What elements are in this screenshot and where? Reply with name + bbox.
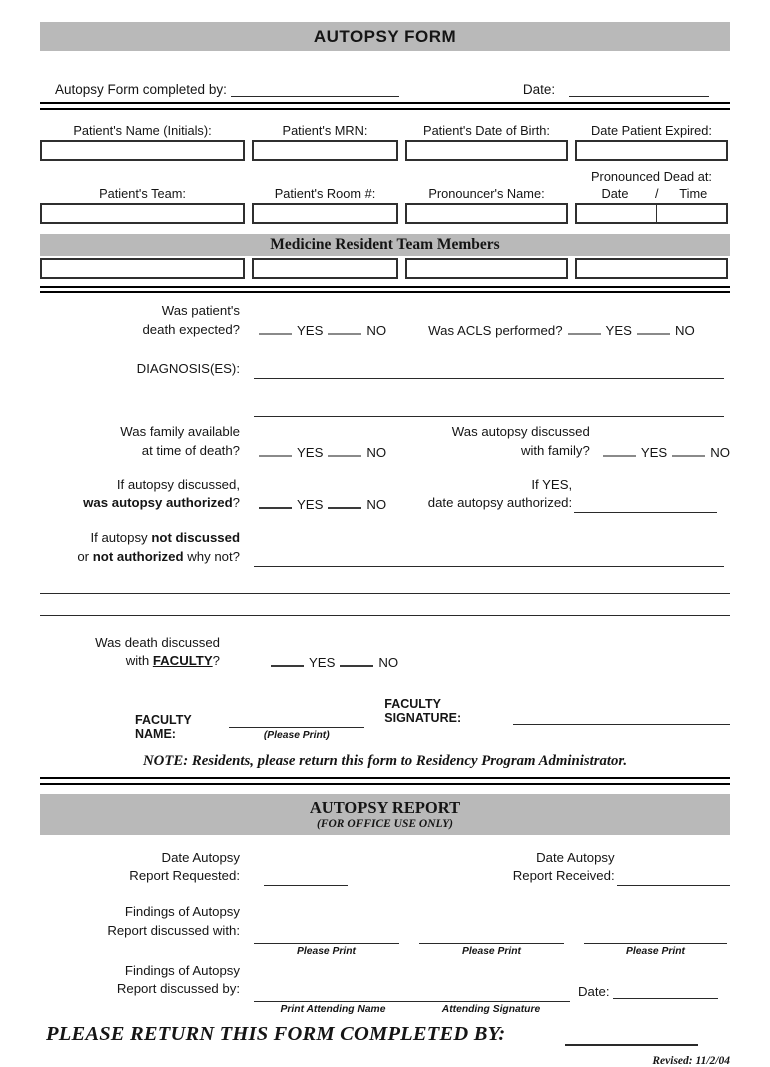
report-title: AUTOPSY REPORT	[309, 797, 461, 817]
no-label: NO	[378, 655, 399, 671]
please-print-caption: (Please Print)	[263, 730, 330, 742]
pronouncer-name-box[interactable]	[405, 203, 568, 224]
family-yes-blank[interactable]	[259, 444, 292, 457]
yes-label: YES	[605, 323, 632, 339]
pronouncer-name-label: Pronouncer's Name:	[428, 185, 545, 201]
findings-by-line2: Report discussed by:	[116, 981, 240, 997]
not-discussed-text: If autopsy	[90, 530, 152, 546]
question-mark: ?	[212, 653, 220, 669]
family-available-line2: at time of death?	[141, 442, 240, 458]
divider-rule	[40, 777, 730, 785]
faculty-signature-field[interactable]	[513, 710, 730, 725]
faculty-name-label: FACULTY NAME:	[135, 713, 192, 742]
not-discussed-bold: not discussed	[151, 530, 240, 546]
discussed-yes-blank[interactable]	[603, 444, 636, 457]
report-received-line2: Report Received:	[512, 868, 615, 884]
yes-label: YES	[297, 497, 324, 513]
faculty-signature-label: FACULTY SIGNATURE:	[384, 697, 462, 726]
death-expected-no-blank[interactable]	[328, 322, 361, 335]
faculty-discussed-line1: Was death discussed	[95, 634, 220, 650]
faculty-name-field[interactable]	[229, 713, 364, 728]
death-expected-yes-blank[interactable]	[259, 322, 292, 335]
yes-label: YES	[297, 323, 324, 339]
authorized-no-blank[interactable]	[328, 496, 361, 509]
autopsy-authorized-line2: was autopsy authorized	[83, 495, 233, 511]
discussed-by-field[interactable]	[254, 987, 570, 1002]
acls-label: Was ACLS performed?	[428, 323, 563, 339]
continuation-line-2[interactable]	[40, 615, 730, 616]
completed-by-label: Autopsy Form completed by:	[55, 82, 227, 97]
patient-expired-label: Date Patient Expired:	[591, 122, 712, 138]
diagnosis-line-2[interactable]	[254, 402, 724, 417]
pronounced-slash: /	[654, 185, 659, 201]
discussed-no-blank[interactable]	[672, 444, 705, 457]
form-title-band	[40, 22, 730, 51]
discussed-with-field-2[interactable]	[419, 929, 564, 944]
patient-team-label: Patient's Team:	[99, 185, 186, 201]
please-print-caption-2: Please Print	[462, 945, 521, 957]
findings-date-field[interactable]	[613, 984, 718, 999]
if-yes-line2: date autopsy authorized:	[427, 495, 573, 511]
yes-label: YES	[309, 655, 336, 671]
autopsy-report-band	[40, 794, 730, 835]
findings-date-label: Date:	[578, 983, 610, 999]
findings-with-line2: Report discussed with:	[107, 922, 240, 938]
no-label: NO	[366, 497, 387, 513]
no-label: NO	[366, 444, 387, 460]
if-yes-line1: If YES,	[531, 476, 573, 492]
revised-date: Revised: 11/2/04	[652, 1054, 730, 1067]
patient-expired-box[interactable]	[575, 140, 728, 161]
acls-no-blank[interactable]	[637, 322, 670, 335]
pronounced-date-cell[interactable]	[577, 205, 657, 222]
report-requested-field[interactable]	[264, 871, 348, 886]
form-title: AUTOPSY FORM	[313, 27, 457, 46]
print-attending-caption: Print Attending Name	[280, 1003, 386, 1015]
discussed-with-field-1[interactable]	[254, 929, 399, 944]
patient-mrn-box[interactable]	[252, 140, 398, 161]
yes-label: YES	[297, 444, 324, 460]
not-authorized-text: or	[77, 548, 93, 564]
acls-yes-blank[interactable]	[568, 322, 601, 335]
no-label: NO	[674, 323, 695, 339]
autopsy-authorized-line1: If autopsy discussed,	[116, 476, 240, 492]
findings-by-line1: Findings of Autopsy	[124, 962, 240, 978]
pronounced-datetime-box[interactable]	[575, 203, 728, 224]
death-expected-line2: death expected?	[142, 321, 240, 337]
question-mark: ?	[232, 495, 240, 511]
pronounced-time-label: Time	[679, 185, 708, 201]
patient-name-box[interactable]	[40, 140, 245, 161]
diagnosis-line-1[interactable]	[254, 364, 724, 379]
faculty-yes-blank[interactable]	[271, 654, 304, 667]
not-authorized-bold: not authorized	[92, 548, 184, 564]
completed-by-field[interactable]	[231, 82, 399, 97]
faculty-bold: FACULTY	[152, 653, 213, 669]
continuation-line-1[interactable]	[40, 593, 730, 594]
team-members-band	[40, 234, 730, 256]
pronounced-time-cell[interactable]	[657, 205, 726, 222]
divider-rule	[40, 102, 730, 110]
patient-dob-box[interactable]	[405, 140, 568, 161]
date-field[interactable]	[569, 82, 709, 97]
attending-signature-caption: Attending Signature	[441, 1003, 541, 1015]
team-member-box-3[interactable]	[405, 258, 568, 279]
date-label: Date:	[522, 82, 556, 97]
patient-name-label: Patient's Name (Initials):	[73, 122, 212, 138]
report-received-field[interactable]	[617, 871, 730, 886]
family-no-blank[interactable]	[328, 444, 361, 457]
findings-with-line1: Findings of Autopsy	[124, 904, 240, 920]
patient-room-box[interactable]	[252, 203, 398, 224]
pronounced-dead-label: Pronounced Dead at:	[591, 168, 712, 184]
authorized-yes-blank[interactable]	[259, 496, 292, 509]
date-authorized-field[interactable]	[574, 498, 717, 513]
report-requested-line1: Date Autopsy	[161, 849, 240, 865]
faculty-no-blank[interactable]	[340, 654, 373, 667]
team-member-box-1[interactable]	[40, 258, 245, 279]
patient-team-box[interactable]	[40, 203, 245, 224]
patient-dob-label: Patient's Date of Birth:	[423, 122, 550, 138]
no-label: NO	[366, 323, 387, 339]
no-label: NO	[710, 444, 730, 460]
report-requested-line2: Report Requested:	[129, 868, 240, 884]
autopsy-discussed-line2: with family?	[520, 442, 590, 458]
pronounced-date-label: Date	[601, 185, 629, 201]
report-received-line1: Date Autopsy	[536, 849, 615, 865]
family-available-line1: Was family available	[120, 424, 240, 440]
return-by-text: PLEASE RETURN THIS FORM COMPLETED BY:	[46, 1022, 506, 1045]
report-subtitle: (FOR OFFICE USE ONLY)	[317, 817, 453, 830]
team-member-box-4[interactable]	[575, 258, 728, 279]
why-not-line[interactable]	[254, 552, 724, 567]
return-by-date-field[interactable]	[565, 1031, 698, 1046]
patient-room-label: Patient's Room #:	[274, 185, 376, 201]
team-members-title: Medicine Resident Team Members	[270, 235, 500, 253]
residents-note: NOTE: Residents, please return this form to Residency Program Administrator.	[142, 753, 628, 770]
please-print-caption-3: Please Print	[626, 945, 685, 957]
please-print-caption-1: Please Print	[297, 945, 356, 957]
why-not-text: why not?	[183, 548, 240, 564]
yes-label: YES	[640, 444, 668, 460]
autopsy-form-page	[0, 22, 770, 1067]
death-expected-line1: Was patient's	[161, 303, 240, 318]
diagnosis-label: DIAGNOSIS(ES):	[136, 361, 240, 377]
patient-mrn-label: Patient's MRN:	[282, 122, 368, 138]
team-member-box-2[interactable]	[252, 258, 398, 279]
discussed-with-field-3[interactable]	[584, 929, 727, 944]
autopsy-discussed-line1: Was autopsy discussed	[451, 424, 590, 440]
divider-rule	[40, 286, 730, 294]
with-text: with	[125, 653, 153, 669]
